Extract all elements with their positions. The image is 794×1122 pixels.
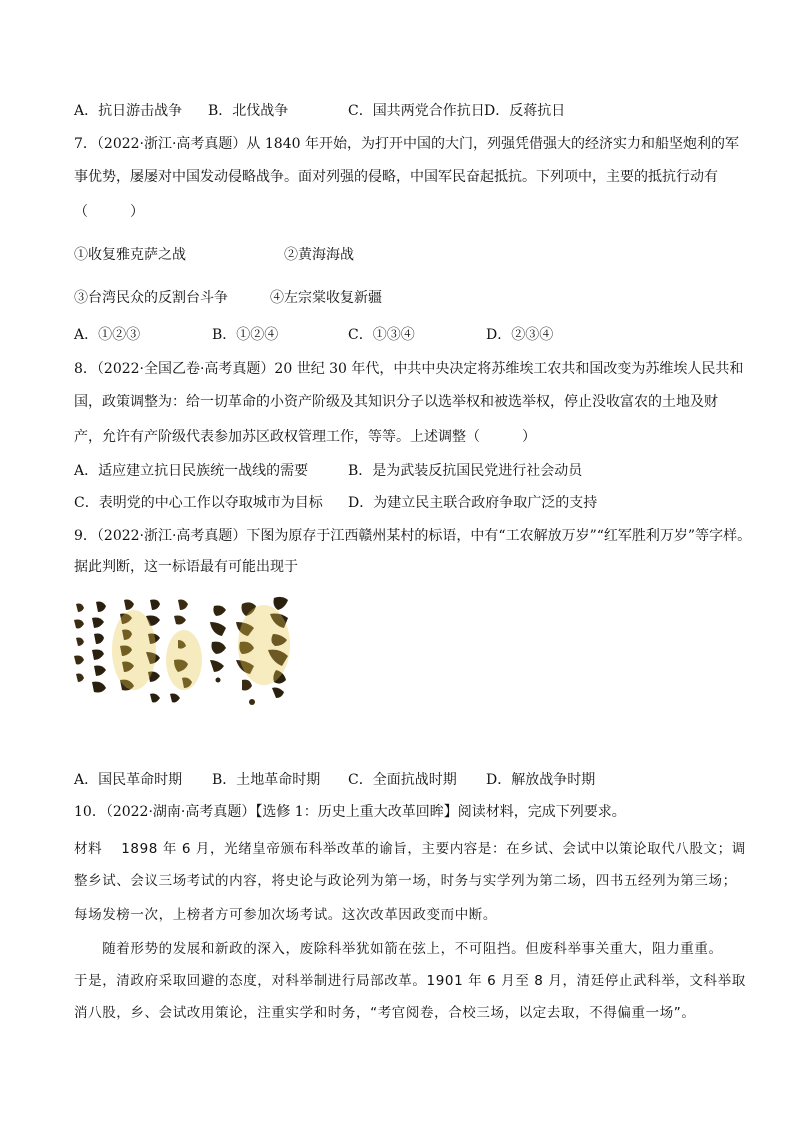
- q8-option-d: D．为建立民主联合政府争取广泛的支持: [348, 495, 598, 511]
- q7-item-4: ④左宗棠收复新疆: [270, 290, 382, 306]
- q9-option-b: B．土地革命时期: [212, 772, 321, 788]
- q7-option-d: D．②③④: [486, 327, 554, 343]
- q10-material-line-1: 材料 1898 年 6 月，光绪皇帝颁布科举改革的谕旨，主要内容是：在乡试、会试中以策论取代八股文；调: [74, 841, 746, 857]
- q7-stem-line-3: （ ）: [74, 204, 144, 220]
- q10-stem: 10．（2022·湖南·高考真题）【选修 1：历史上重大改革回眸】阅读材料，完成下列要求。: [74, 804, 626, 820]
- q10-material-line-4: 随着形势的发展和新政的深入，废除科举犹如箭在弦上，不可阻挡。但废科举事关重大，阻力重重。: [74, 941, 723, 957]
- q8-stem-line-2: 国，政策调整为：给一切革命的小资产阶级及其知识分子以选举权和被选举权，停止没收富农的土地及财: [74, 394, 718, 410]
- q9-stem-line-1: 9．（2022·浙江·高考真题）下图为原存于江西赣州某村的标语，中有“工农解放万岁”“红军胜利万岁”等字样。: [74, 528, 752, 544]
- q7-stem-line-1: 7．（2022·浙江·高考真题）从 1840 年开始，为打开中国的大门，列强凭借强大的经济实力和船坚炮利的军: [74, 136, 739, 152]
- q10-material-line-6: 消八股，乡、会试改用策论，注重实学和时务，“考官阅卷，合校三场，以定去取，不得偏重一场”。: [74, 1005, 696, 1021]
- q7-item-3: ③台湾民众的反割台斗争: [74, 290, 228, 306]
- q8-option-c: C．表明党的中心工作以夺取城市为目标: [74, 495, 323, 511]
- q10-material-line-5: 于是，清政府采取回避的态度，对科举制进行局部改革。1901 年 6 月至 8 月，清廷停止武科举，文科举取: [74, 973, 746, 989]
- slogan-image: [74, 590, 300, 720]
- q10-material-line-2: 整乡试、会议三场考试的内容，将史论与政论列为第一场，时务与实学列为第二场，四书五经列为第三场；: [74, 873, 737, 889]
- q7-option-a: A．①②③: [74, 327, 141, 343]
- q9-option-d: D．解放战争时期: [486, 772, 596, 788]
- q8-option-b: B．是为武装反抗国民党进行社会动员: [348, 463, 583, 479]
- q7-item-1: ①收复雅克萨之战: [74, 247, 186, 263]
- q6-option-b: B．北伐战争: [208, 103, 289, 119]
- q8-stem-line-1: 8．（2022·全国乙卷·高考真题）20 世纪 30 年代，中共中央决定将苏维埃工农共和国改变为苏维埃人民共和: [74, 361, 744, 377]
- q8-option-a: A．适应建立抗日民族统一战线的需要: [74, 463, 309, 479]
- q7-item-2: ②黄海海战: [284, 247, 354, 263]
- q10-material-line-3: 每场发榜一次，上榜者方可参加次场考试。这次改革因政变而中断。: [74, 907, 497, 923]
- q9-option-c: C．全面抗战时期: [348, 772, 457, 788]
- q6-option-a: A．抗日游击战争: [74, 103, 183, 119]
- q7-stem-line-2: 事优势，屡屡对中国发动侵略战争。面对列强的侵略，中国军民奋起抵抗。下列项中，主要的抵抗行动有: [74, 169, 718, 185]
- q7-option-c: C．①③④: [348, 327, 415, 343]
- q6-option-c: C．国共两党合作抗日: [348, 103, 485, 119]
- q7-option-b: B．①②④: [212, 327, 279, 343]
- q9-option-a: A．国民革命时期: [74, 772, 183, 788]
- q6-option-d: D．反蒋抗日: [484, 103, 566, 119]
- q9-stem-line-2: 据此判断，这一标语最有可能出现于: [74, 559, 298, 575]
- q8-stem-line-3: 产，允许有产阶级代表参加苏区政权管理工作，等等。上述调整（ ）: [74, 429, 536, 445]
